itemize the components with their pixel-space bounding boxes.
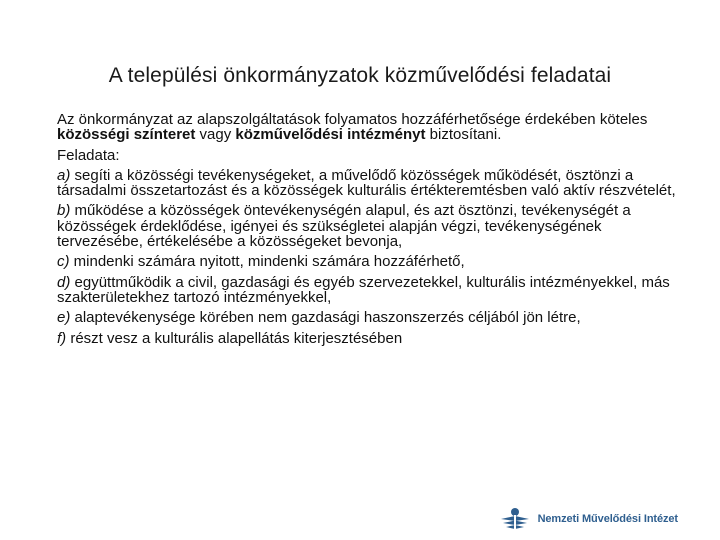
task-marker: e) [57,309,71,327]
footer-brand [498,506,678,532]
task-text: együttműködik a civil, gazdasági és egyéb szervezetekkel, kulturális intézményekkel, más szakterületekhez tartozó intézményekkel, [57,273,670,306]
task-item-a [57,168,677,199]
slide-title: A települési önkormányzatok közművelődési feladatai [108,64,612,87]
task-marker: f) [57,329,67,347]
intro-bold-1: közösségi színteret [57,126,196,144]
task-text: részt vesz a kulturális alapellátás kiterjesztésében [66,329,403,347]
task-item-c [57,254,677,269]
task-text: alaptevékenysége körében nem gazdasági haszonszerzés céljából jön létre, [70,309,581,327]
intro-bold-2: közművelődési intézményt [235,126,426,144]
task-item-d [57,275,677,306]
task-marker: d) [57,273,71,291]
task-text: segíti a közösségi tevékenységeket, a művelődő közösségek működését, ösztönzi a társadalmi összetartozást és a közösségek kulturális értékteremtésben való aktív részvételét, [57,166,676,200]
task-item-f [57,331,677,346]
task-marker: c) [57,253,70,271]
task-item-e [57,310,677,325]
intro-text-2: vagy [195,126,236,144]
intro-text-3: biztosítani. [425,126,502,144]
task-marker: a) [57,166,71,184]
task-text: mindenki számára nyitott, mindenki számára hozzáférhető, [69,253,465,271]
task-item-b [57,203,677,249]
intro-text-1: Az önkormányzat az alapszolgáltatások folyamatos hozzáférhetősége érdekében köteles [57,111,648,128]
intro-paragraph [57,112,677,143]
nmi-logo-icon [498,506,532,532]
task-marker: b) [57,202,71,220]
footer-text: Nemzeti Művelődési Intézet [537,513,678,525]
task-text: működése a közösségek öntevékenységén alapul, és azt ösztönzi, tevékenységét a közösségek érdeklődése, igényei és szükségletei alapján végzi, tevékenységének tervezésébe, értékelésébe a közösségeket bevonja, [57,202,631,251]
tasks-heading: Feladata: [57,146,120,164]
slide-body [57,112,677,351]
